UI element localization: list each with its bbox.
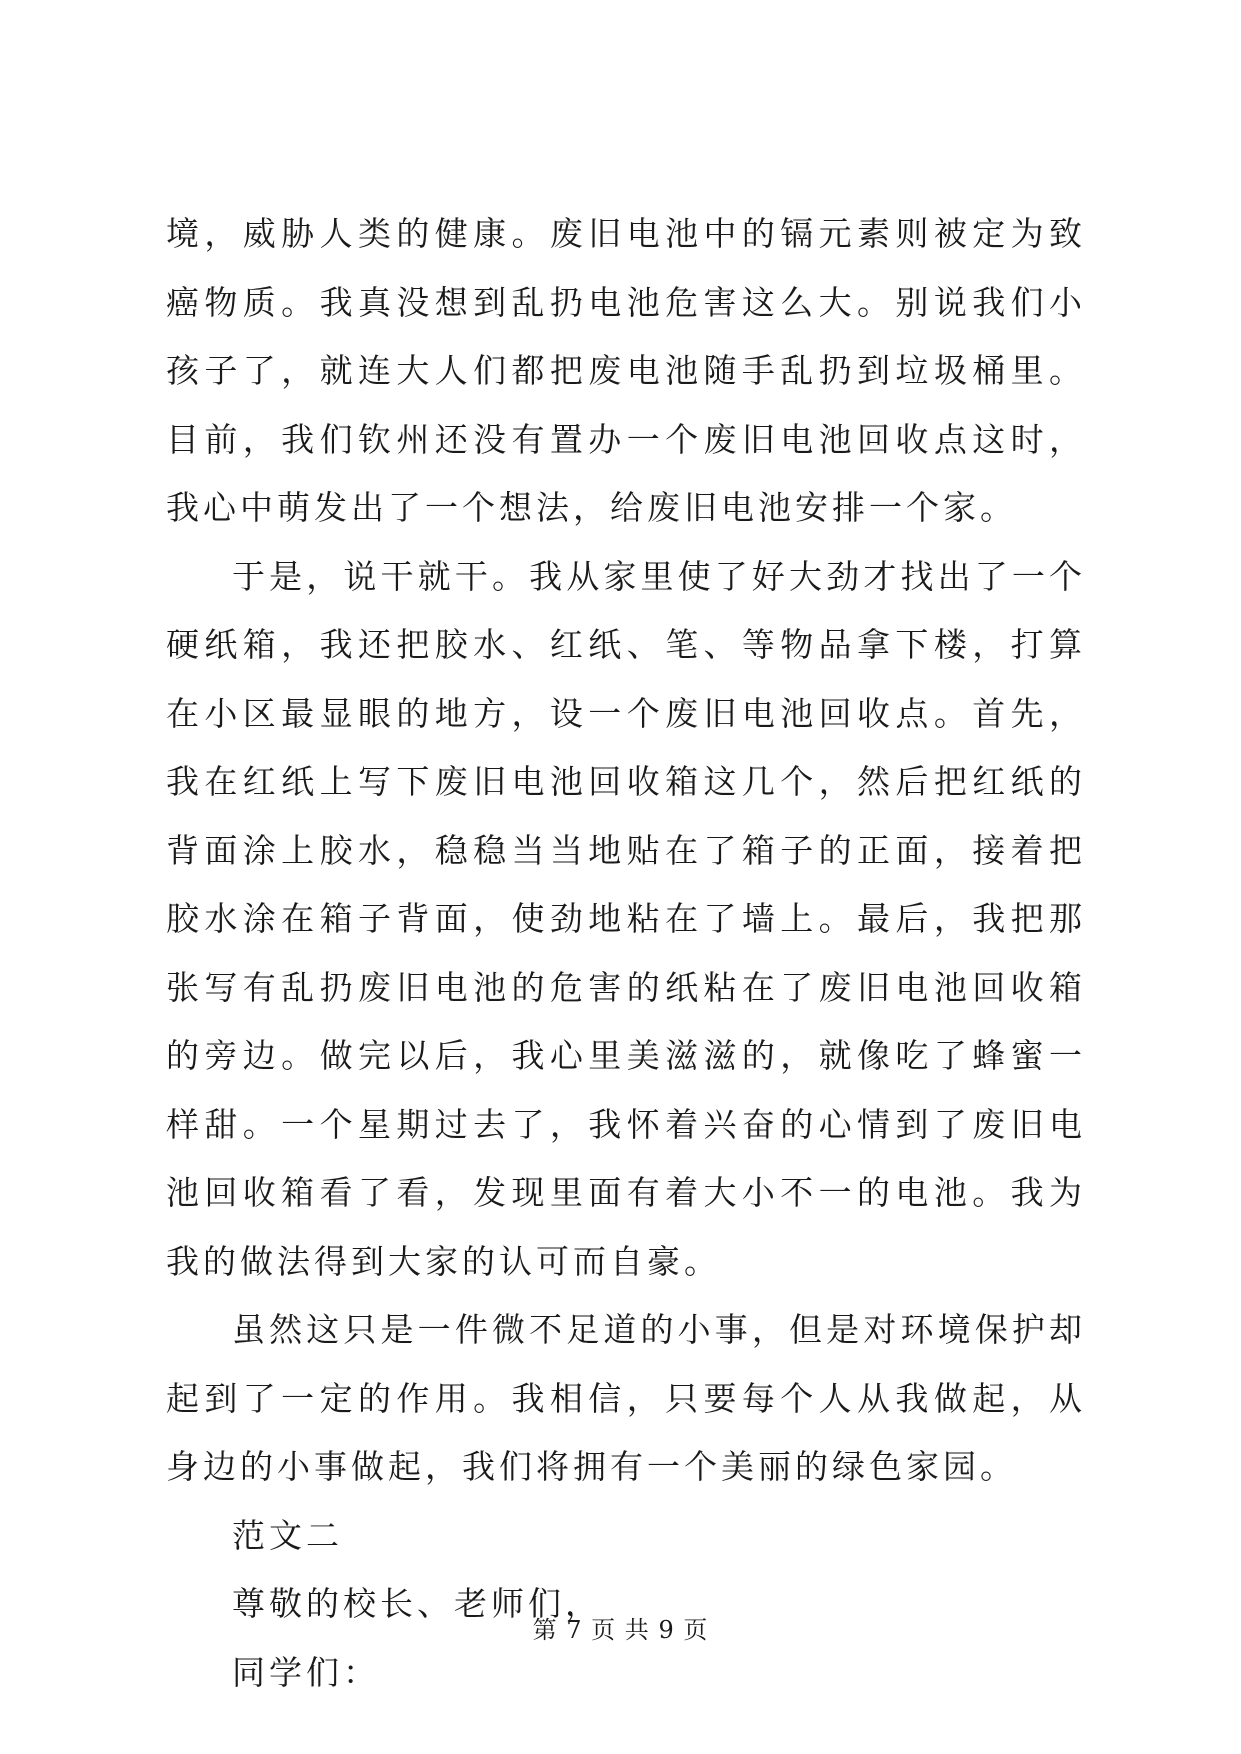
paragraph-recycling-box: 于是，说干就干。我从家里使了好大劲才找出了一个硬纸箱，我还把胶水、红纸、笔、等物品拿下楼，打算在小区最显眼的地方，设一个废旧电池回收点。首先，我在红纸上写下废旧电池回收箱这几个，然后把红纸的背面涂上胶水，稳稳当当地贴在了箱子的正面，接着把胶水涂在箱子背面，使劲地粘在了墙上。最后，我把那张写有乱扔废旧电池的危害的纸粘在了废旧电池回收箱的旁边。做完以后，我心里美滋滋的，就像吃了蜂蜜一样甜。一个星期过去了，我怀着兴奋的心情到了废旧电池回收箱看了看，发现里面有着大小不一的电池。我为我的做法得到大家的认可而自豪。 xyxy=(166,556,1086,1281)
document-body xyxy=(166,200,1086,1707)
paragraph-battery-harm: 境，威胁人类的健康。废旧电池中的镉元素则被定为致癌物质。我真没想到乱扔电池危害这么大。别说我们小孩子了，就连大人们都把废电池随手乱扔到垃圾桶里。目前，我们钦州还没有置办一个废旧电池回收点这时，我心中萌发出了一个想法，给废旧电池安排一个家。 xyxy=(166,214,1086,527)
paragraph-conclusion: 虽然这只是一件微不足道的小事，但是对环境保护却起到了一定的作用。我相信，只要每个人从我做起，从身边的小事做起，我们将拥有一个美丽的绿色家园。 xyxy=(166,1310,1086,1486)
salutation-students: 同学们： xyxy=(232,1652,380,1692)
salutation-teachers: 尊敬的校长、老师们， xyxy=(232,1584,602,1623)
section-title: 范文二 xyxy=(232,1515,343,1555)
page-number-footer: 第 7 页 共 9 页 xyxy=(532,1616,709,1644)
